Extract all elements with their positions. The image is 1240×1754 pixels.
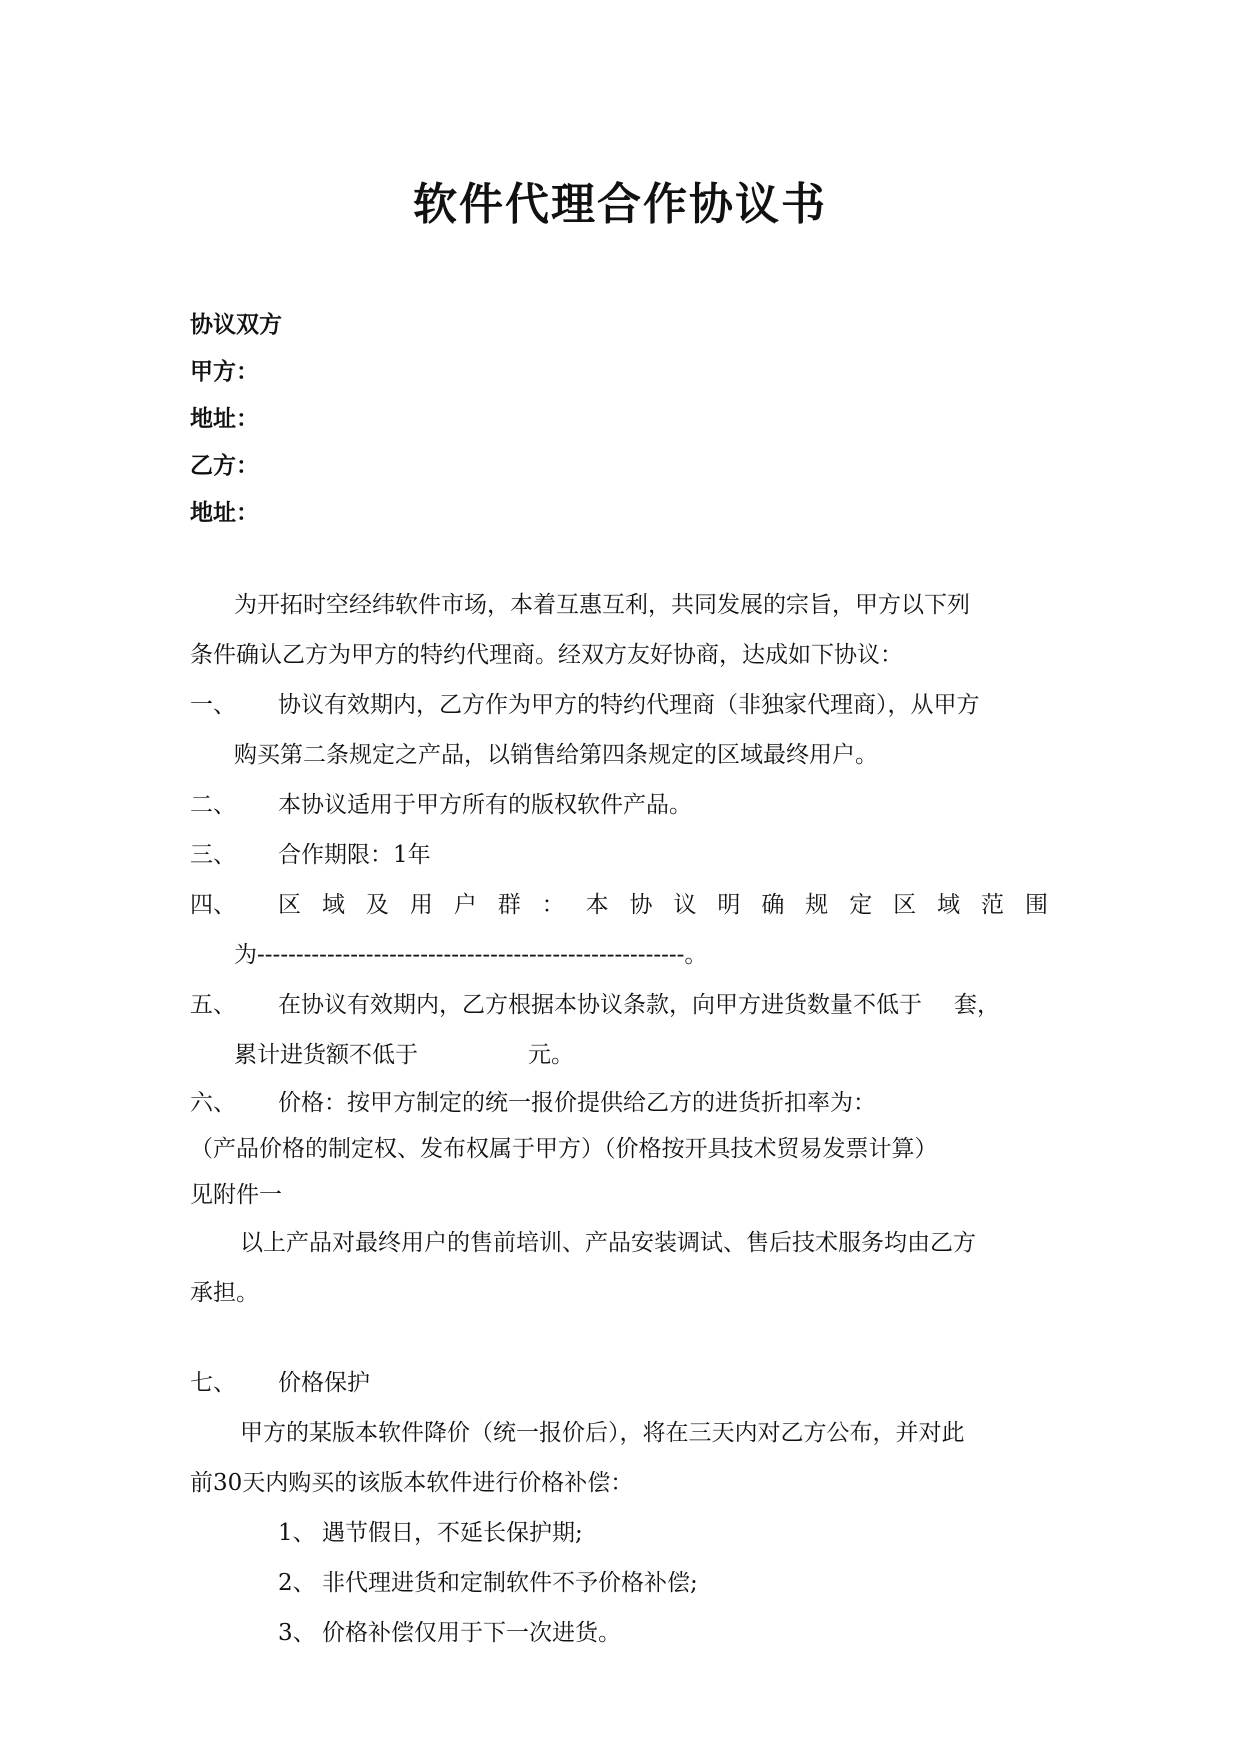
clause-4-line-1: 区 域 及 用 户 群 ： 本 协 议 明 确 规 定 区 域 范 围	[278, 892, 1048, 918]
clause-6-line-5: 承担。	[190, 1280, 259, 1306]
address-b-label: 地址：	[190, 500, 259, 526]
list-item	[190, 1608, 1055, 1658]
clause-4-number: 四、	[190, 892, 236, 918]
clause-5-line-1b: 套，	[954, 992, 1000, 1018]
clause-3-text: 合作期限：1年	[278, 842, 431, 868]
agreement-body	[190, 580, 1055, 1658]
party-b-label: 乙方：	[190, 453, 259, 479]
clause-1-number: 一、	[190, 692, 236, 718]
intro-line-2: 条件确认乙方为甲方的特约代理商。经双方友好协商，达成如下协议：	[190, 642, 903, 668]
clause-4	[190, 880, 1055, 930]
clause-5	[190, 980, 1055, 1030]
list-item-text: 价格补偿仅用于下一次进货。	[322, 1620, 621, 1646]
address-a-label: 地址：	[190, 406, 259, 432]
list-item-text: 非代理进货和定制软件不予价格补偿;	[322, 1570, 698, 1596]
clause-1	[190, 680, 1055, 730]
list-item	[190, 1508, 1055, 1558]
list-item	[190, 1558, 1055, 1608]
clause-6-line-1: 价格：按甲方制定的统一报价提供给乙方的进货折扣率为：	[278, 1090, 876, 1116]
clause-5-number: 五、	[190, 992, 236, 1018]
spacer	[190, 1318, 1055, 1358]
parties-section	[190, 302, 1050, 537]
clause-2-number: 二、	[190, 792, 236, 818]
clause-6-line-3: 见附件一	[190, 1182, 282, 1208]
list-item-text: 遇节假日，不延长保护期;	[322, 1520, 583, 1546]
clause-7-line-1: 甲方的某版本软件降价（统一报价后），将在三天内对乙方公布，并对此	[240, 1420, 965, 1446]
clause-6	[190, 1080, 1055, 1126]
clause-6-number: 六、	[190, 1090, 236, 1116]
document-title: 软件代理合作协议书	[413, 179, 827, 230]
clause-6-line-2: （产品价格的制定权、发布权属于甲方）（价格按开具技术贸易发票计算）	[190, 1136, 938, 1162]
clause-7-heading: 价格保护	[278, 1370, 370, 1396]
clause-6-line-4: 以上产品对最终用户的售前培训、产品安装调试、售后技术服务均由乙方	[240, 1230, 976, 1256]
clause-2-text: 本协议适用于甲方所有的版权软件产品。	[278, 792, 692, 818]
clause-1-line-2: 购买第二条规定之产品，以销售给第四条规定的区域最终用户。	[234, 742, 878, 768]
clause-3	[190, 830, 1055, 880]
clause-5-line-1a: 在协议有效期内，乙方根据本协议条款，向甲方进货数量不低于	[278, 992, 922, 1018]
list-item-number: 3、	[278, 1620, 316, 1646]
parties-heading: 协议双方	[190, 312, 282, 338]
clause-5-line-2b: 元。	[528, 1042, 574, 1068]
clause-1-line-1: 协议有效期内，乙方作为甲方的特约代理商（非独家代理商），从甲方	[278, 692, 980, 718]
clause-3-number: 三、	[190, 842, 236, 868]
party-a-label: 甲方：	[190, 359, 259, 385]
clause-5-line-2	[190, 1030, 1055, 1080]
intro-line-1: 为开拓时空经纬软件市场，本着互惠互利，共同发展的宗旨，甲方以下列	[234, 592, 970, 618]
clause-5-line-2a: 累计进货额不低于	[234, 1042, 418, 1068]
clause-7-line-2: 前30天内购买的该版本软件进行价格补偿：	[190, 1470, 634, 1496]
list-item-number: 2、	[278, 1570, 316, 1596]
clause-7-number: 七、	[190, 1370, 236, 1396]
clause-7	[190, 1358, 1055, 1408]
clause-2	[190, 780, 1055, 830]
list-item-number: 1、	[278, 1520, 316, 1546]
clause-4-line-2: 为-------------------------------------------------------。	[234, 942, 708, 968]
